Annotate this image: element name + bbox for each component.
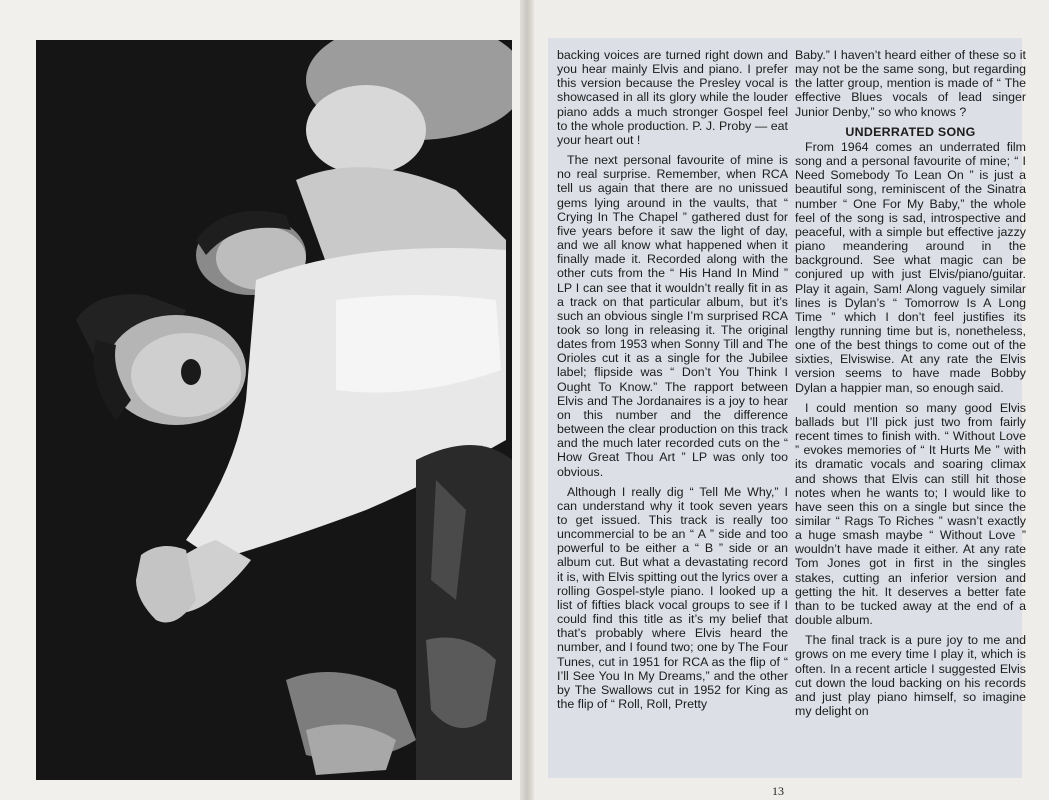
paragraph: From 1964 comes an underrated film song and a personal favourite of mine; “ I Need Somebody To Lean On ” is just a beautiful song, reminiscent of the Sinatra number “ One For My Baby,” the whole feel of the song is sad, introspective and peaceful, with a simple but effective jazzy piano meandering around in the background. See what magic can be conjured up with just Elvis/piano/guitar. Play it again, Sam! Along vaguely similar lines is Dylan’s “ Tomorrow Is A Long Time ” which I don’t feel justifies its lengthy running time but is, nonetheless, one of the best things to come out of the sixties, Elviswise. At any rate the Elvis version seems to have made Bobby Dylan a happier man, so enough said. bbox=[795, 139, 1026, 395]
page-number: 13 bbox=[772, 784, 784, 798]
paragraph: backing voices are turned right down and you hear mainly Elvis and piano. I prefer this version because the Presley vocal is showcased in all its glory while the louder piano adds a much stronger Gospel feel to the whole production. P. J. Proby — eat your heart out ! bbox=[557, 48, 788, 147]
paragraph: I could mention so many good Elvis ballads but I’ll pick just two from fairly recent times to finish with. “ Without Love ” evokes memories of “ It Hurts Me ” with its dramatic vocals and soaring climax and shows that Elvis can still hit those notes when he wants to; I would like to have seen this on a single but since the similar “ Rags To Riches ” wasn’t exactly a huge smash maybe “ Without Love ” wouldn’t have made it either. At any rate Tom Jones got in first in the singles stakes, cutting an inferior version and getting the hit. It deserves a better fate than to be tucked away at the end of a double album. bbox=[795, 400, 1026, 628]
section-heading: UNDERRATED SONG bbox=[845, 124, 976, 139]
article-column-right bbox=[795, 48, 1026, 724]
elvis-photo bbox=[36, 40, 512, 780]
article-column-left bbox=[557, 48, 788, 717]
paragraph: Although I really dig “ Tell Me Why,” I can understand why it took seven years to get issued. This track is really too uncommercial to be an “ A ” side and too powerful to be either a “ B ” side or an album cut. But what a devastating record it is, with Elvis spitting out the lyrics over a rolling Gospel-style piano. I looked up a list of fifties black vocal groups to see if I could find this title as it’s my belief that that’s probably where Elvis heard the number, and I found two; one by The Four Tunes, cut in 1951 for RCA as the flip of “ I’ll See You In My Dreams,” and the other by The Swallows cut in 1952 for King as the flip of “ Roll, Roll, Pretty bbox=[557, 484, 788, 712]
paragraph: The final track is a pure joy to me and grows on me every time I play it, which is often. In a recent article I suggested Elvis cut down the loud backing on his records and just play piano himself, so imagine my delight on bbox=[795, 633, 1026, 719]
paragraph: Baby.” I haven’t heard either of these so it may not be the same song, but regarding the latter group, mention is made of “ The effective Blues vocals of lead singer Junior Denby,” so who knows ? bbox=[795, 48, 1026, 119]
paragraph: The next personal favourite of mine is no real surprise. Remember, when RCA tell us again that there are no unissued gems lying around in the vaults, that “ Crying In The Chapel ” gathered dust for five years before it saw the light of day, and we all know what happened when it finally made it. Recorded along with the other cuts from the “ His Hand In Mind ” LP I can see that it wouldn’t really fit in as a track on that particular album, but it’s such an obvious single I’m surprised RCA took so long in releasing it. The original dates from 1953 when Sonny Till and The Orioles cut it as a single for the Jubilee label; flipside was “ Don’t You Think I Ought To Know.” The rapport between Elvis and The Jordanaires is a joy to hear on this number and the difference between the clear production on this track and the much later recorded cuts on the “ How Great Thou Art ” LP was only too obvious. bbox=[557, 153, 788, 479]
page-gutter bbox=[520, 0, 534, 800]
